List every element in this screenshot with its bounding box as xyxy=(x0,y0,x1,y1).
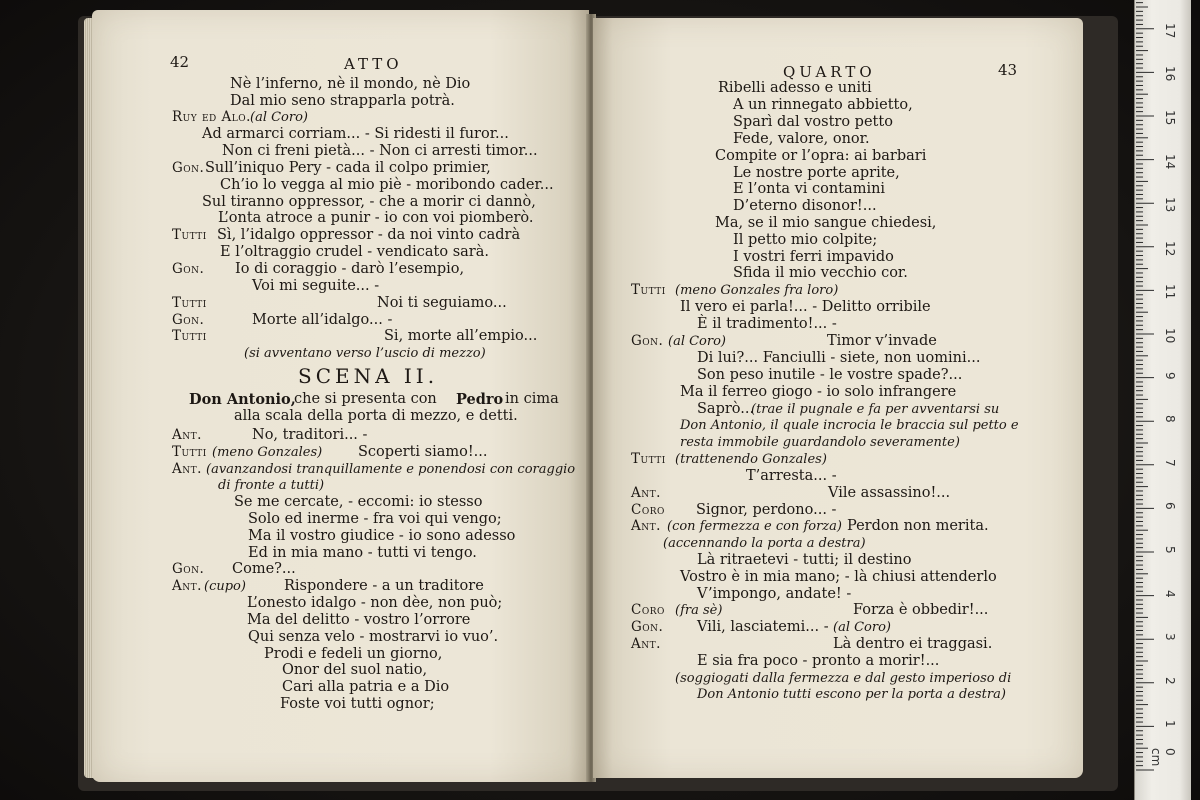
ruler-number: 10 xyxy=(1163,328,1177,344)
verse-line: Ma il ferreo giogo - io solo infrangere xyxy=(680,384,957,400)
verse-line: V’impongo, andate! - xyxy=(697,586,852,602)
stage-direction: (si avventano verso l’uscio di mezzo) xyxy=(244,346,486,361)
ruler-number: 4 xyxy=(1163,589,1177,598)
ruler-number: 11 xyxy=(1163,284,1177,300)
stage-direction: (al Coro) xyxy=(250,110,308,125)
verse-line: È il tradimento!... - xyxy=(697,316,837,332)
speaker: Coro xyxy=(631,502,665,518)
verse-line: Fede, valore, onor. xyxy=(733,131,870,147)
stage-direction: (con fermezza e con forza) xyxy=(667,519,842,534)
speaker: Ant. xyxy=(172,427,202,443)
page-number: 43 xyxy=(998,61,1018,79)
ruler-number: 7 xyxy=(1163,458,1177,467)
verse-line: Scoperti siamo!... xyxy=(358,444,488,460)
description-text: che si presenta con xyxy=(294,391,437,407)
speaker: Ant. xyxy=(172,578,202,594)
stage-direction: Don Antonio tutti escono per la porta a destra) xyxy=(697,687,1006,702)
verse-line: Se me cercate, - eccomi: io stesso xyxy=(234,494,483,510)
speaker: Ruy ed Alo. xyxy=(172,109,251,125)
scene-heading: SCENA II. xyxy=(298,364,439,388)
ruler-number: 1 xyxy=(1163,720,1177,729)
stage-direction: resta immobile guardandolo severamente) xyxy=(680,435,960,450)
description-text: alla scala della porta di mezzo, e detti. xyxy=(234,408,518,424)
stage-direction: (meno Gonzales) xyxy=(212,445,323,460)
stage-direction: (meno Gonzales fra loro) xyxy=(675,283,839,298)
verse-line: Il vero ei parla!... - Delitto orribile xyxy=(680,299,931,315)
verse-line: Voi mi seguite... - xyxy=(252,278,380,294)
ruler-number: 6 xyxy=(1163,502,1177,511)
verse-line: Sparì dal vostro petto xyxy=(733,114,893,130)
ruler-number: 0 cm xyxy=(1149,748,1177,767)
page-number: 42 xyxy=(170,53,190,71)
verse-line: L’onta atroce a punir - io con voi piomberò. xyxy=(218,210,534,226)
stage-direction: di fronte a tutti) xyxy=(218,478,325,493)
verse-line: Noi ti seguiamo... xyxy=(377,295,507,311)
speaker: Gon. xyxy=(172,261,205,277)
speaker: Gon. xyxy=(172,561,205,577)
left-page xyxy=(92,10,589,782)
speaker: Tutti xyxy=(631,451,666,467)
verse-line: Onor del suol natio, xyxy=(282,662,428,678)
speaker: Gon. xyxy=(631,619,664,635)
running-header: ATTO xyxy=(344,55,403,73)
verse-line: Rispondere - a un traditore xyxy=(284,578,484,594)
verse-line: Ad armarci corriam... - Si ridesti il furor... xyxy=(202,126,509,142)
description-text: in cima xyxy=(505,391,559,407)
ruler-number: 3 xyxy=(1163,633,1177,641)
verse-line: Son peso inutile - le vostre spade?... xyxy=(697,367,963,383)
stage-direction: (avanzandosi tranquillamente e ponendosi con coraggio xyxy=(206,462,576,477)
stage-direction: (accennando la porta a destra) xyxy=(663,536,866,551)
stage-direction: (cupo) xyxy=(204,579,246,594)
speaker: Ant. xyxy=(631,636,661,652)
verse-line: T’arresta... - xyxy=(746,468,837,484)
verse-line: Compite or l’opra: ai barbari xyxy=(715,148,927,164)
speaker: Tutti xyxy=(172,295,207,311)
verse-line: Cari alla patria e a Dio xyxy=(282,679,450,695)
verse-line: E l’oltraggio crudel - vendicato sarà. xyxy=(220,244,489,260)
verse-line: Foste voi tutti ognor; xyxy=(280,696,435,712)
verse-line: D’eterno disonor!... xyxy=(733,198,877,214)
ruler-number: 13 xyxy=(1163,197,1177,213)
verse-line: Ma il vostro giudice - io sono adesso xyxy=(248,528,516,544)
verse-line: Là ritraetevi - tutti; il destino xyxy=(697,552,912,568)
verse-line: Ribelli adesso e uniti xyxy=(718,80,872,96)
stage-direction: (al Coro) xyxy=(833,620,891,635)
speaker: Ant. xyxy=(631,485,661,501)
verse-line: Di lui?... Fanciulli - siete, non uomini... xyxy=(697,350,981,366)
verse-line: No, traditori... - xyxy=(252,427,368,443)
verse-line: Dal mio seno strapparla potrà. xyxy=(230,93,455,109)
ruler-number: 15 xyxy=(1163,110,1177,126)
ruler-number: 5 xyxy=(1163,546,1177,554)
verse-line: Qui senza velo - mostrarvi io vuo’. xyxy=(248,629,499,645)
speaker: Gon. xyxy=(172,312,205,328)
verse-line: Vili, lasciatemi... - xyxy=(697,619,829,635)
verse-line: Morte all’idalgo... - xyxy=(252,312,393,328)
verse-line: E l’onta vi contamini xyxy=(733,181,886,197)
speaker: Tutti xyxy=(172,444,207,460)
verse-line: Forza è obbedir!... xyxy=(853,602,989,618)
verse-line: Sfida il mio vecchio cor. xyxy=(733,265,908,281)
running-header: QUARTO xyxy=(783,63,876,81)
stage-direction: (al Coro) xyxy=(668,334,726,349)
verse-line: Non ci freni pietà... - Non ci arresti timor... xyxy=(222,143,538,159)
ruler-number: 12 xyxy=(1163,240,1177,257)
measuring-ruler xyxy=(1134,0,1191,800)
verse-line: E sia fra poco - pronto a morir!... xyxy=(697,653,940,669)
verse-line: Vile assassino!... xyxy=(828,485,951,501)
stage-direction: (fra sè) xyxy=(675,603,723,618)
character-name: Pedro xyxy=(456,391,504,408)
ruler-number: 2 xyxy=(1163,676,1177,685)
verse-line: Sì, l’idalgo oppressor - da noi vinto cadrà xyxy=(217,227,521,243)
verse-line: Ed in mia mano - tutti vi tengo. xyxy=(248,545,477,561)
verse-line: Timor v’invade xyxy=(827,333,937,349)
verse-line: Le nostre porte aprite, xyxy=(733,165,900,181)
right-page xyxy=(593,18,1083,778)
verse-line: Vostro è in mia mano; - là chiusi attenderlo xyxy=(680,569,997,585)
verse-line: Solo ed inerme - fra voi qui vengo; xyxy=(248,511,502,527)
verse-line: Come?... xyxy=(232,561,296,577)
speaker: Tutti xyxy=(172,328,207,344)
speaker: Tutti xyxy=(631,282,666,298)
verse-line: Sul tiranno oppressor, - che a morir ci dannò, xyxy=(202,194,536,210)
ruler-number: 9 xyxy=(1163,371,1177,380)
verse-line: I vostri ferri impavido xyxy=(733,249,894,265)
verse-line: Si, morte all’empio... xyxy=(384,328,538,344)
verse-line: A un rinnegato abbietto, xyxy=(733,97,913,113)
verse-line: L’onesto idalgo - non dèe, non può; xyxy=(247,595,503,611)
verse-line: Ch’io lo vegga al mio piè - moribondo cader... xyxy=(220,177,554,193)
speaker: Gon. xyxy=(631,333,664,349)
stage-direction: (trattenendo Gonzales) xyxy=(675,452,827,467)
stage-direction: (soggiogati dalla fermezza e dal gesto imperioso di xyxy=(675,671,1012,686)
verse-line: Ma, se il mio sangue chiedesi, xyxy=(715,215,937,231)
speaker: Ant. xyxy=(172,461,202,477)
verse-line: Prodi e fedeli un giorno, xyxy=(264,646,443,662)
ruler-number: 17 xyxy=(1163,22,1177,39)
verse-line: Nè l’inferno, nè il mondo, nè Dio xyxy=(230,76,471,92)
ruler-number: 14 xyxy=(1163,153,1177,169)
verse-line: Là dentro ei traggasi. xyxy=(833,636,993,652)
verse-line: Sull’iniquo Pery - cada il colpo primier, xyxy=(205,160,491,176)
speaker: Coro xyxy=(631,602,665,618)
stage-direction: (trae il pugnale e fa per avventarsi su xyxy=(751,402,1000,417)
verse-line: Il petto mio colpite; xyxy=(733,232,878,248)
verse-line: Signor, perdono... - xyxy=(696,502,837,518)
speaker: Tutti xyxy=(172,227,207,243)
ruler-number: 8 xyxy=(1163,415,1177,423)
verse-line: Perdon non merita. xyxy=(847,518,989,534)
verse-line: Io di coraggio - darò l’esempio, xyxy=(235,261,465,277)
stage-direction: Don Antonio, il quale incrocia le braccia sul petto e xyxy=(680,418,1019,433)
verse-line: Ma del delitto - vostro l’orrore xyxy=(247,612,471,628)
character-name: Don Antonio, xyxy=(189,391,296,408)
verse-line: Saprò... xyxy=(697,401,755,417)
speaker: Ant. xyxy=(631,518,661,534)
ruler-number: 16 xyxy=(1163,66,1177,82)
speaker: Gon. xyxy=(172,160,205,176)
